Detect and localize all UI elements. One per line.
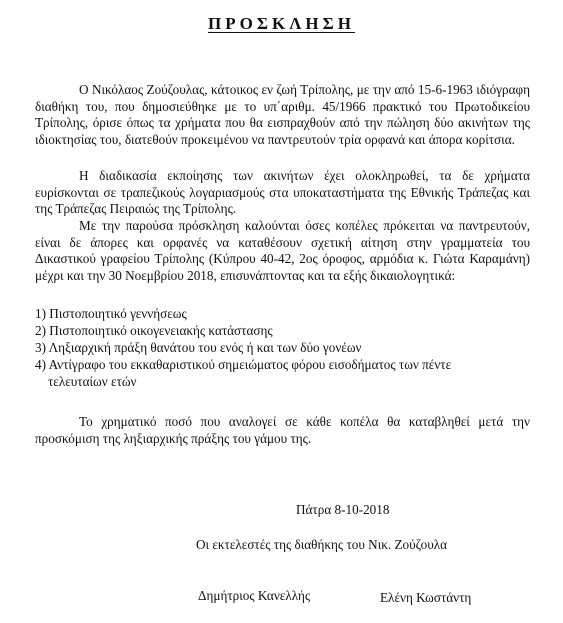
- list-item-text: Ληξιαρχική πράξη θανάτου του ενός ή και των δύο γονέων: [48, 340, 362, 355]
- paragraph-payment: Το χρηματικό ποσό που αναλογεί σε κάθε κοπέλα θα καταβληθεί μετά την προσκόμιση της ληξιαρχικής πράξης του γάμου της.: [35, 414, 530, 446]
- executors-line: Οι εκτελεστές της διαθήκης του Νικ. Ζούζουλα: [196, 537, 448, 552]
- document-title: ΠΡΟΣΚΛΗΣΗ: [208, 14, 355, 33]
- place-date: Πάτρα 8-10-2018: [296, 502, 390, 517]
- paragraph-sale-completed: Η διαδικασία εκποίησης των ακινήτων έχει ολοκληρωθεί, τα δε χρήματα ευρίσκονται σε τραπεζικούς λογαριασμούς στα υποκαταστήματα της Εθνικής Τράπεζας και της Τράπεζας Πειραιώς της Τρίπολης.: [35, 168, 530, 216]
- list-item: [35, 322, 530, 339]
- list-item: [35, 356, 530, 390]
- paragraph-will: Ο Νικόλαος Ζούζουλας, κάτοικος εν ζωή Τρίπολης, με την από 15-6-1963 ιδιόγραφη διαθήκη του, που δημοσιεύθηκε με το υπ΄αριθμ. 45/1966 πρακτικό του Πρωτοδικείου Τρίπολης, όρισε όπως τα χρήματα που θα εισπραχθούν από την πώληση δύο ακινήτων της ιδιοκτησίας του, διατεθούν προκειμένου να παντρευτούν τρία ορφανά και άπορα κορίτσια.: [35, 82, 530, 147]
- list-item-text: Πιστοποιητικό γεννήσεως: [49, 306, 187, 321]
- list-item: [35, 339, 530, 356]
- signatory-first: Δημήτριος Κανελλής: [198, 588, 311, 603]
- list-item: [35, 305, 530, 322]
- list-item-text: Πιστοποιητικό οικογενειακής κατάστασης: [49, 323, 273, 338]
- signatory-second: Ελένη Κωστάντη: [380, 590, 472, 605]
- list-item-number: 1): [35, 306, 46, 321]
- list-item-continuation: τελευταίων ετών: [48, 374, 137, 389]
- list-item-number: 4): [35, 357, 46, 372]
- required-documents-list: [35, 305, 530, 390]
- list-item-number: 2): [35, 323, 46, 338]
- list-item-text: Αντίγραφο του εκκαθαριστικού σημειώματος φόρου εισοδήματος των πέντε: [48, 357, 452, 372]
- paragraph-call-for-applications: Με την παρούσα πρόσκληση καλούνται όσες κοπέλες πρόκειται να παντρευτούν, είναι δε άπορες και ορφανές να καταθέσουν σχετική αίτηση στην γραμματεία του Δικαστικού γραφείου Τρίπολης (Κύπρου 40-42, 2ος όροφος, αρμόδια κ. Γιώτα Καραμάνη) μέχρι και την 30 Νοεμβρίου 2018, επισυνάπτοντας και τα εξής δικαιολογητικά:: [35, 218, 530, 283]
- list-item-number: 3): [35, 340, 46, 355]
